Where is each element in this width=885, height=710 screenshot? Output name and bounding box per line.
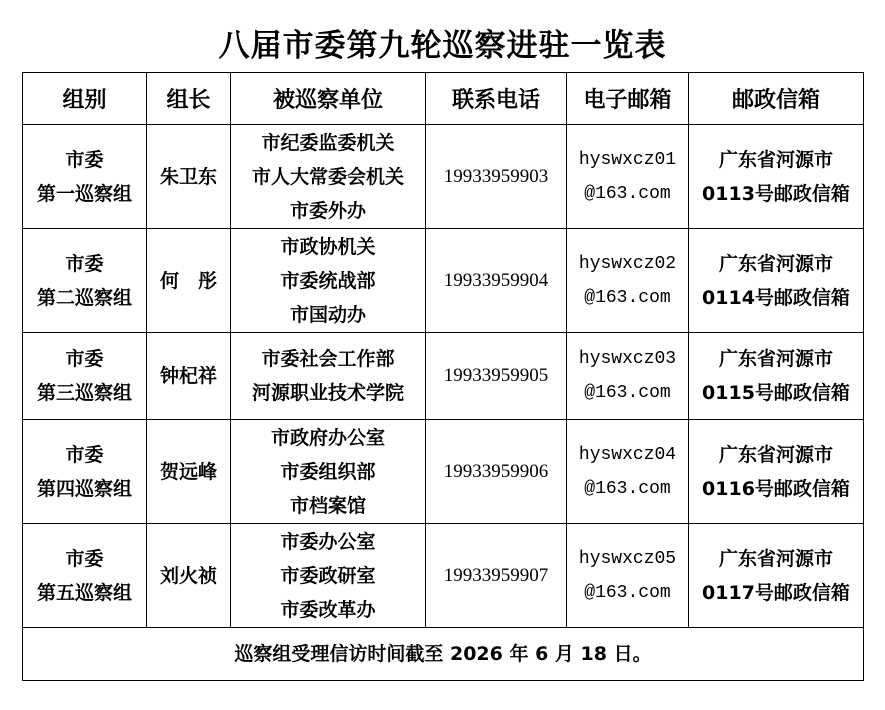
mailbox-cell [689, 524, 864, 628]
group-cell-line: 市委 [65, 252, 104, 275]
leader-cell-line: 钟杞祥 [159, 365, 217, 387]
footer-row [23, 628, 864, 681]
group-cell-line: 第四巡察组 [36, 477, 132, 500]
email-cell-line: @163.com [584, 383, 671, 403]
leader-cell-line: 刘火祯 [159, 564, 217, 587]
group-cell [23, 420, 147, 524]
units-cell-line: 河源职业技术学院 [251, 382, 404, 404]
phone-cell [426, 333, 567, 420]
header-units: 被巡察单位 [231, 73, 426, 125]
units-cell-line: 市委组织部 [280, 460, 376, 483]
group-cell-line: 市委 [65, 547, 104, 570]
phone-cell [426, 125, 567, 229]
mailbox-cell-line: 广东省河源市 [718, 547, 833, 570]
phone-cell-line: 19933959903 [443, 165, 549, 187]
mailbox-cell-line: 广东省河源市 [718, 443, 833, 466]
units-cell-line: 市政府办公室 [270, 426, 385, 449]
group-cell-line: 第二巡察组 [36, 286, 132, 309]
mailbox-cell [689, 333, 864, 420]
group-cell-line: 第五巡察组 [36, 581, 132, 604]
email-cell [567, 125, 689, 229]
email-cell [567, 524, 689, 628]
email-cell [567, 333, 689, 420]
email-cell-line: hyswxcz02 [578, 253, 677, 274]
leader-cell-line: 贺远峰 [159, 460, 217, 483]
mailbox-cell-line: 0117号邮政信箱 [702, 581, 850, 604]
group-cell-line: 第三巡察组 [36, 382, 132, 404]
group-cell-line: 市委 [65, 348, 104, 370]
table-row [23, 125, 864, 229]
mailbox-cell-line: 0116号邮政信箱 [702, 477, 850, 500]
mailbox-cell-line: 广东省河源市 [718, 148, 833, 171]
table-row [23, 420, 864, 524]
mailbox-cell-line: 广东省河源市 [718, 252, 833, 275]
group-cell-line: 市委 [65, 148, 104, 171]
units-cell-line: 市委政研室 [280, 564, 376, 587]
units-cell-line: 市档案馆 [289, 494, 366, 517]
email-cell-line: hyswxcz05 [578, 548, 677, 569]
email-cell-line: hyswxcz04 [578, 444, 677, 465]
email-cell [567, 229, 689, 333]
inspection-table [22, 72, 864, 681]
mailbox-cell-line: 0115号邮政信箱 [702, 382, 850, 404]
header-row [23, 73, 864, 125]
phone-cell [426, 524, 567, 628]
mailbox-cell [689, 125, 864, 229]
header-mailbox: 邮政信箱 [689, 73, 864, 125]
email-cell-line: @163.com [584, 183, 671, 204]
mailbox-cell-line: 广东省河源市 [718, 348, 833, 370]
email-cell-line: @163.com [584, 287, 671, 308]
phone-cell [426, 420, 567, 524]
footer-note: 巡察组受理信访时间截至 2026 年 6 月 18 日。 [23, 628, 864, 681]
units-cell [231, 229, 426, 333]
units-cell-line: 市委办公室 [280, 530, 376, 553]
email-cell-line: @163.com [584, 478, 671, 499]
phone-cell [426, 229, 567, 333]
mailbox-cell-line: 0114号邮政信箱 [702, 286, 850, 309]
group-cell [23, 229, 147, 333]
leader-cell [147, 420, 231, 524]
units-cell-line: 市委改革办 [280, 598, 376, 621]
leader-cell [147, 229, 231, 333]
phone-cell-line: 19933959905 [443, 365, 549, 386]
header-phone: 联系电话 [426, 73, 567, 125]
email-cell-line: @163.com [584, 582, 671, 603]
header-group: 组别 [23, 73, 147, 125]
units-cell-line: 市委社会工作部 [261, 348, 395, 370]
phone-cell-line: 19933959907 [443, 564, 549, 586]
units-cell-line: 市国动办 [289, 303, 366, 326]
group-cell-line: 第一巡察组 [36, 182, 132, 205]
table-row [23, 333, 864, 420]
group-cell [23, 125, 147, 229]
units-cell-line: 市政协机关 [280, 235, 376, 258]
group-cell [23, 333, 147, 420]
phone-cell-line: 19933959904 [443, 269, 549, 291]
mailbox-cell [689, 229, 864, 333]
group-cell-line: 市委 [65, 443, 104, 466]
email-cell [567, 420, 689, 524]
table-row [23, 229, 864, 333]
mailbox-cell [689, 420, 864, 524]
email-cell-line: hyswxcz03 [578, 349, 677, 369]
units-cell-line: 市人大常委会机关 [251, 165, 404, 188]
units-cell-line: 市委外办 [289, 199, 366, 222]
leader-cell-line: 何 彤 [159, 269, 217, 292]
units-cell [231, 420, 426, 524]
phone-cell-line: 19933959906 [443, 460, 549, 482]
page-title: 八届市委第九轮巡察进驻一览表 [218, 28, 667, 64]
units-cell [231, 333, 426, 420]
units-cell [231, 125, 426, 229]
leader-cell-line: 朱卫东 [159, 165, 217, 188]
header-leader: 组长 [147, 73, 231, 125]
units-cell [231, 524, 426, 628]
mailbox-cell-line: 0113号邮政信箱 [702, 182, 850, 205]
group-cell [23, 524, 147, 628]
leader-cell [147, 524, 231, 628]
leader-cell [147, 333, 231, 420]
table-row [23, 524, 864, 628]
email-cell-line: hyswxcz01 [578, 149, 677, 170]
leader-cell [147, 125, 231, 229]
units-cell-line: 市委统战部 [280, 269, 376, 292]
units-cell-line: 市纪委监委机关 [261, 131, 395, 154]
header-email: 电子邮箱 [567, 73, 689, 125]
